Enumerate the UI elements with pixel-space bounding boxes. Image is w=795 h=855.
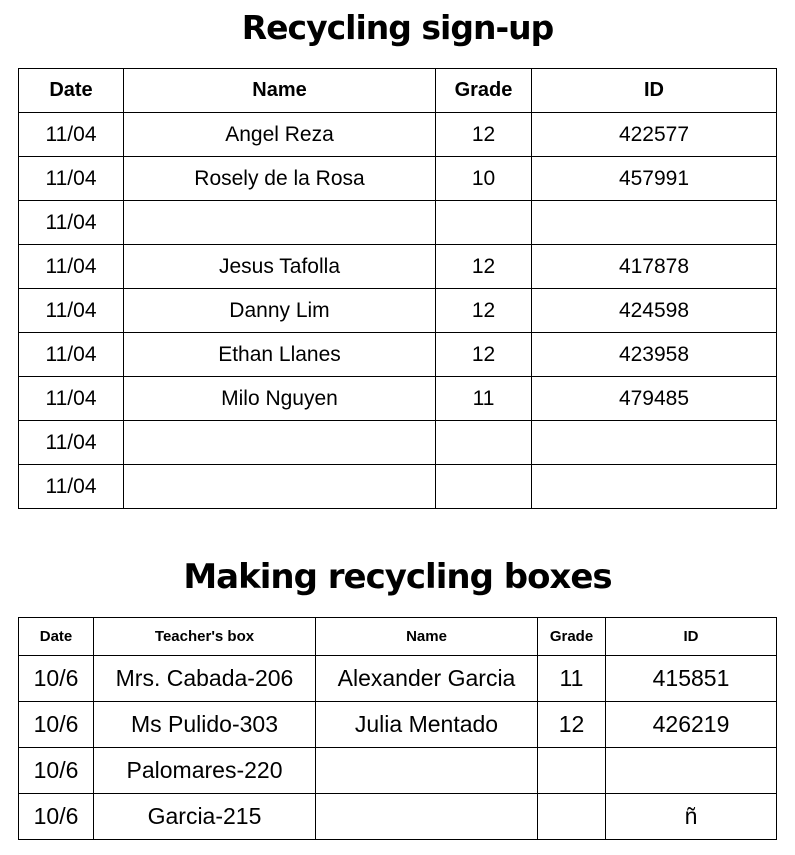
date-cell: 10/6 — [19, 748, 94, 794]
boxes-table — [18, 617, 777, 840]
teachers-box-cell: Palomares-220 — [94, 748, 316, 794]
boxes-header-name: Name — [316, 618, 538, 656]
date-cell: 10/6 — [19, 794, 94, 840]
table-row — [19, 377, 777, 421]
id-cell — [532, 421, 777, 465]
id-cell: 423958 — [532, 333, 777, 377]
id-cell: 422577 — [532, 113, 777, 157]
name-cell — [124, 421, 436, 465]
grade-cell: 11 — [538, 656, 606, 702]
grade-cell — [538, 748, 606, 794]
date-cell: 10/6 — [19, 702, 94, 748]
id-cell — [606, 748, 777, 794]
id-cell — [532, 465, 777, 509]
name-cell: Danny Lim — [124, 289, 436, 333]
date-cell: 11/04 — [19, 465, 124, 509]
boxes-header-id: ID — [606, 618, 777, 656]
date-cell: 11/04 — [19, 377, 124, 421]
date-cell: 11/04 — [19, 113, 124, 157]
date-cell: 11/04 — [19, 421, 124, 465]
grade-cell: 12 — [436, 113, 532, 157]
date-cell: 11/04 — [19, 333, 124, 377]
grade-cell — [436, 465, 532, 509]
date-cell: 11/04 — [19, 245, 124, 289]
signup-header-row — [19, 69, 777, 113]
date-cell: 10/6 — [19, 656, 94, 702]
teachers-box-cell: Mrs. Cabada-206 — [94, 656, 316, 702]
signup-header-name: Name — [124, 69, 436, 113]
table-row — [19, 333, 777, 377]
teachers-box-cell: Ms Pulido-303 — [94, 702, 316, 748]
grade-cell — [538, 794, 606, 840]
date-cell: 11/04 — [19, 201, 124, 245]
boxes-header-date: Date — [19, 618, 94, 656]
name-cell: Alexander Garcia — [316, 656, 538, 702]
name-cell — [124, 465, 436, 509]
table-row — [19, 421, 777, 465]
boxes-title: Making recycling boxes — [183, 557, 612, 597]
table-row — [19, 702, 777, 748]
signup-table — [18, 68, 777, 509]
name-cell — [124, 201, 436, 245]
id-cell — [532, 201, 777, 245]
name-cell — [316, 794, 538, 840]
grade-cell: 11 — [436, 377, 532, 421]
table-row — [19, 113, 777, 157]
id-cell: 417878 — [532, 245, 777, 289]
grade-cell — [436, 421, 532, 465]
name-cell: Jesus Tafolla — [124, 245, 436, 289]
signup-header-grade: Grade — [436, 69, 532, 113]
id-cell: ñ — [606, 794, 777, 840]
table-row — [19, 289, 777, 333]
signup-title: Recycling sign-up — [241, 8, 554, 47]
table-row — [19, 748, 777, 794]
grade-cell: 12 — [436, 333, 532, 377]
name-cell: Rosely de la Rosa — [124, 157, 436, 201]
date-cell: 11/04 — [19, 289, 124, 333]
name-cell: Ethan Llanes — [124, 333, 436, 377]
id-cell: 479485 — [532, 377, 777, 421]
table-row — [19, 656, 777, 702]
id-cell: 426219 — [606, 702, 777, 748]
grade-cell: 12 — [436, 289, 532, 333]
grade-cell: 12 — [436, 245, 532, 289]
boxes-header-grade: Grade — [538, 618, 606, 656]
grade-cell — [436, 201, 532, 245]
id-cell: 457991 — [532, 157, 777, 201]
boxes-header-teachers-box: Teacher's box — [94, 618, 316, 656]
boxes-header-row — [19, 618, 777, 656]
table-row — [19, 245, 777, 289]
name-cell: Milo Nguyen — [124, 377, 436, 421]
table-row — [19, 201, 777, 245]
teachers-box-cell: Garcia-215 — [94, 794, 316, 840]
name-cell: Angel Reza — [124, 113, 436, 157]
name-cell — [316, 748, 538, 794]
table-row — [19, 465, 777, 509]
table-row — [19, 794, 777, 840]
signup-header-id: ID — [532, 69, 777, 113]
signup-header-date: Date — [19, 69, 124, 113]
id-cell: 424598 — [532, 289, 777, 333]
date-cell: 11/04 — [19, 157, 124, 201]
id-cell: 415851 — [606, 656, 777, 702]
name-cell: Julia Mentado — [316, 702, 538, 748]
grade-cell: 10 — [436, 157, 532, 201]
table-row — [19, 157, 777, 201]
grade-cell: 12 — [538, 702, 606, 748]
